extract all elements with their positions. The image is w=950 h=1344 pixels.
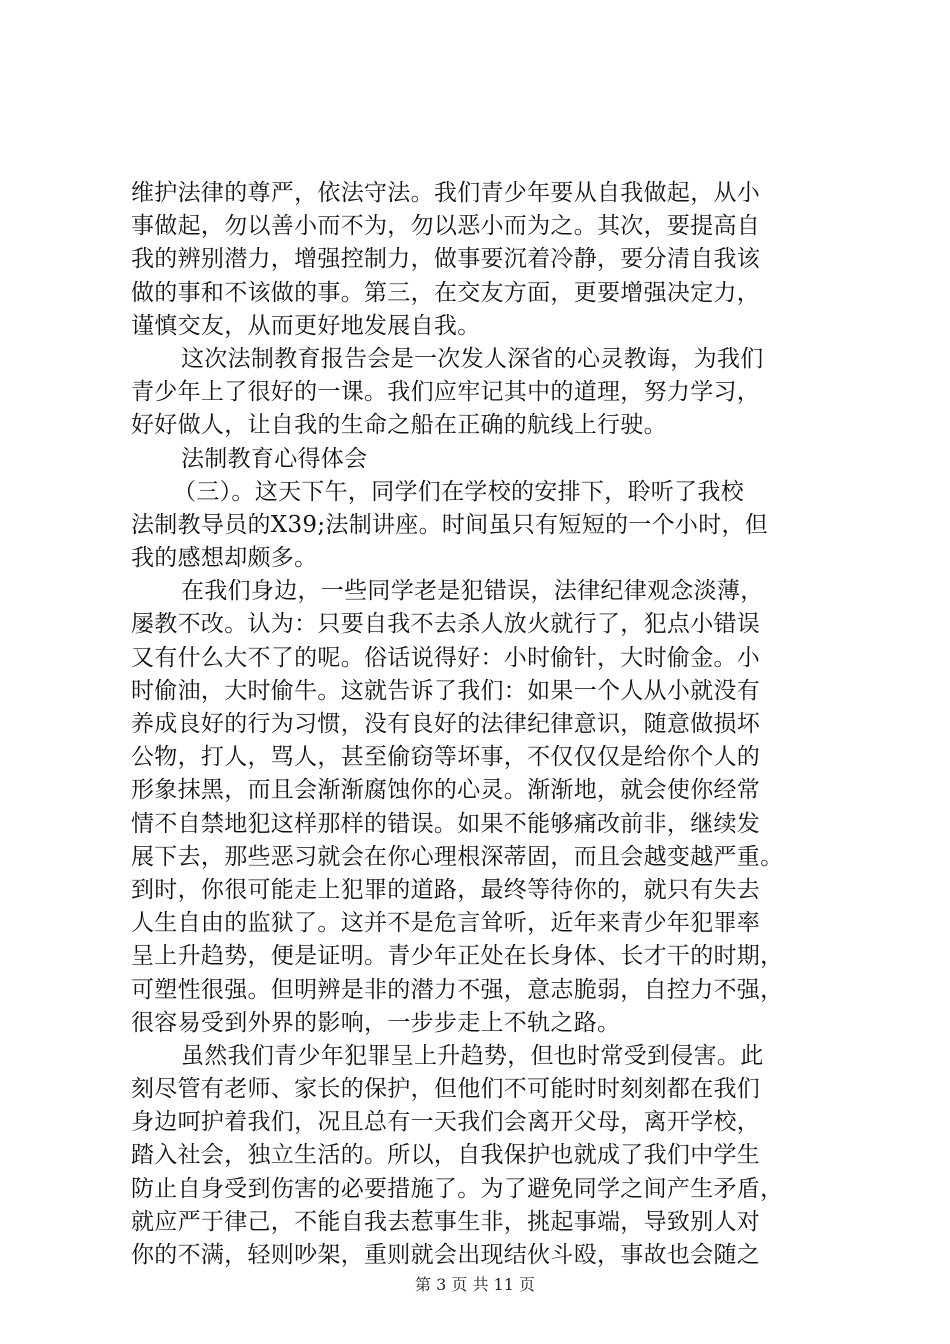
text-line: 很容易受到外界的影响，一步步走上不轨之路。: [131, 1009, 621, 1036]
text-line: 屡教不改。认为：只要自我不去杀人放火就行了，犯点小错误: [131, 611, 761, 638]
text-line: 事做起，勿以善小而不为，勿以恶小而为之。其次，要提高自: [131, 213, 761, 240]
text-line: 谨慎交友，从而更好地发展自我。: [131, 312, 481, 339]
text-line: 呈上升趋势，便是证明。青少年正处在长身体、长才干的时期，: [131, 943, 784, 970]
text-line: 你的不满，轻则吵架，重则就会出现结伙斗殴，事故也会随之: [131, 1242, 761, 1268]
text-line: 维护法律的尊严，依法守法。我们青少年要从自我做起，从小: [131, 180, 761, 206]
text-line: 养成良好的行为习惯，没有良好的法律纪律意识，随意做损坏: [131, 711, 761, 737]
text-line: 又有什么大不了的呢。俗话说得好：小时偷针，大时偷金。小: [131, 644, 761, 671]
page-number-footer: 第 3 页 共 11 页: [415, 1275, 535, 1294]
text-line: 我的感想却颇多。: [131, 545, 318, 572]
text-line: 人生自由的监狱了。这并不是危言耸听，近年来青少年犯罪率: [131, 910, 761, 937]
text-line: 时偷油，大时偷牛。这就告诉了我们：如果一个人从小就没有: [131, 677, 761, 704]
text-line: 可塑性很强。但明辨是非的潜力不强，意志脆弱，自控力不强，: [131, 976, 784, 1003]
section-heading: 法制教育心得体会: [181, 445, 368, 472]
text-line: 我的辨别潜力，增强控制力，做事要沉着冷静，要分清自我该: [131, 246, 761, 273]
document-body: [131, 177, 831, 1272]
text-line: 形象抹黑，而且会渐渐腐蚀你的心灵。渐渐地，就会使你经常: [131, 777, 761, 804]
paragraph-start-line: 在我们身边，一些同学老是犯错误，法律纪律观念淡薄，: [181, 578, 764, 605]
text-line: 踏入社会，独立生活的。所以，自我保护也就成了我们中学生: [131, 1142, 761, 1169]
paragraph-start-line: （三）。这天下午，同学们在学校的安排下，聆听了我校: [173, 478, 744, 505]
text-line: 到时，你很可能走上犯罪的道路，最终等待你的，就只有失去: [131, 876, 761, 903]
paragraph-start-line: 虽然我们青少年犯罪呈上升趋势，但也时常受到侵害。此: [181, 1042, 764, 1069]
text-line: 展下去，那些恶习就会在你心理根深蒂固，而且会越变越严重。: [131, 843, 784, 870]
text-line: 青少年上了很好的一课。我们应牢记其中的道理，努力学习，: [131, 379, 761, 406]
text-line: 身边呵护着我们，况且总有一天我们会离开父母，离开学校，: [131, 1109, 761, 1136]
text-line: 法制教导员的X39;法制讲座。时间虽只有短短的一个小时，但: [131, 511, 769, 538]
text-line: 情不自禁地犯这样那样的错误。如果不能够痛改前非，继续发: [131, 810, 761, 837]
text-line: 好好做人，让自我的生命之船在正确的航线上行驶。: [131, 412, 667, 439]
text-line: 就应严于律己，不能自我去惹事生非，挑起事端，导致别人对: [131, 1208, 761, 1235]
text-line: 做的事和不该做的事。第三，在交友方面，更要增强决定力，: [131, 279, 761, 306]
text-line: 公物，打人，骂人，甚至偷窃等坏事，不仅仅仅是给你个人的: [131, 744, 761, 771]
text-line: 防止自身受到伤害的必要措施了。为了避免同学之间产生矛盾，: [131, 1175, 784, 1202]
text-line: 刻尽管有老师、家长的保护，但他们不可能时时刻刻都在我们: [131, 1076, 761, 1103]
paragraph-start-line: 这次法制教育报告会是一次发人深省的心灵教诲，为我们: [181, 345, 764, 372]
